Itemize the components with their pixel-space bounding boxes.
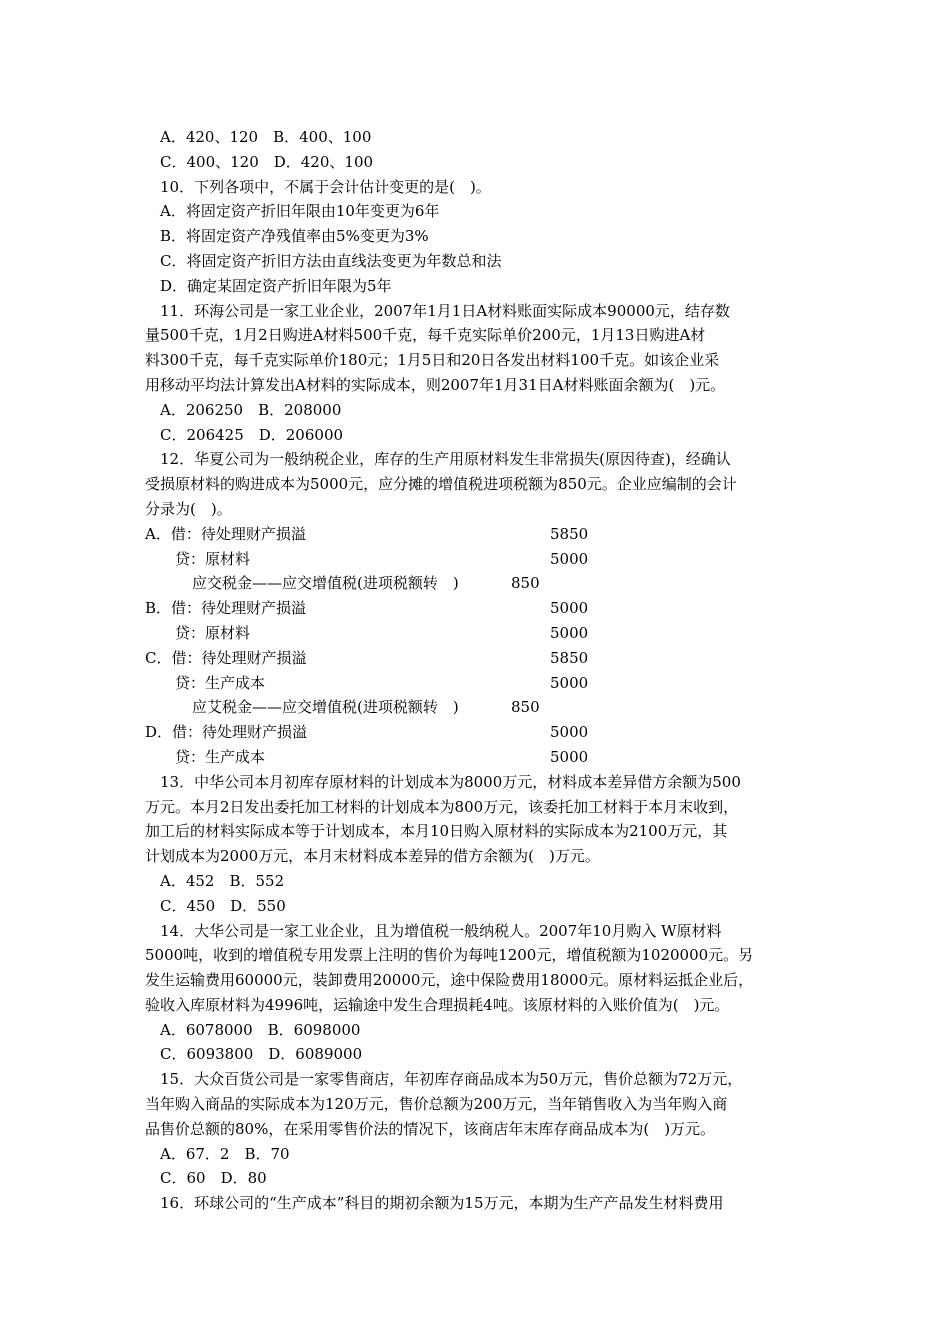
question-list xyxy=(145,125,815,1216)
entry-label: 贷：生产成本 xyxy=(175,673,266,692)
q12-stem-line-2: 受损原材料的购进成本为5000元，应分摊的增值税进项税额为850元。企业应编制的会计 xyxy=(145,475,737,494)
q13-options-cd: C．450 D．550 xyxy=(160,896,286,915)
q14-options-cd: C．6093800 D．6089000 xyxy=(160,1045,363,1064)
entry-label: D．借：待处理财产损溢 xyxy=(145,723,308,742)
q12-entry-d-debit xyxy=(145,720,815,745)
entry-label: B．借：待处理财产损溢 xyxy=(145,599,307,618)
entry-amount: 850 xyxy=(511,698,540,717)
q11-stem-line-2: 量500千克，1月2日购进A材料500千克，每千克实际单价200元，1月13日购进A材 xyxy=(145,326,706,345)
entry-label: 贷：原材料 xyxy=(175,549,251,568)
q12-entry-a-credit xyxy=(145,547,815,572)
q10-option-b: B．将固定资产净残值率由5%变更为3% xyxy=(160,227,429,246)
q14-stem-line-4: 验收入库原材料为4996吨，运输途中发生合理损耗4吨。该原材料的入账价值为( )元。 xyxy=(145,995,730,1014)
entry-amount: 850 xyxy=(511,574,540,593)
q11-stem-line-4: 用移动平均法计算发出A材料的实际成本，则2007年1月31日A材料账面余额为( )元。 xyxy=(145,375,726,394)
q13-stem-line-2: 万元。本月2日发出委托加工材料的计划成本为800万元，该委托加工材料于本月末收到， xyxy=(145,797,739,816)
q10-option-d: D．确定某固定资产折旧年限为5年 xyxy=(160,276,392,295)
q14-stem-line-3: 发生运输费用60000元，装卸费用20000元，途中保险费用18000元。原材料运抵企业后， xyxy=(145,971,754,990)
entry-amount: 5000 xyxy=(550,673,589,692)
entry-amount: 5850 xyxy=(550,648,589,667)
q12-entry-c-credit xyxy=(145,671,815,696)
q15-stem-line-3: 品售价总额的80%，在采用零售价法的情况下，该商店年末库存商品成本为( )万元。 xyxy=(145,1119,716,1138)
entry-amount: 5000 xyxy=(550,599,589,618)
q10-option-c: C．将固定资产折旧方法由直线法变更为年数总和法 xyxy=(160,251,502,270)
q12-entry-d-credit xyxy=(145,745,815,770)
q11-stem-line-1: 11．环海公司是一家工业企业，2007年1月1日A材料账面实际成本90000元，结存数 xyxy=(160,301,730,320)
entry-label: 贷：生产成本 xyxy=(175,747,266,766)
entry-amount: 5000 xyxy=(550,747,589,766)
q12-entry-c-tax xyxy=(145,695,815,720)
entry-label: 应交税金——应交增值税(进项税额转 ) xyxy=(192,574,459,593)
q12-entry-b-credit xyxy=(145,621,815,646)
q13-stem-line-1: 13．中华公司本月初库存原材料的计划成本为8000万元，材料成本差异借方余额为500 xyxy=(160,772,741,791)
entry-amount: 5000 xyxy=(550,723,589,742)
q11-options-cd: C．206425 D．206000 xyxy=(160,425,344,444)
q15-stem-line-2: 当年购入商品的实际成本为120万元，售价总额为200万元，当年销售收入为当年购入商 xyxy=(145,1095,728,1114)
q13-stem-line-3: 加工后的材料实际成本等于计划成本，本月10日购入原材料的实际成本为2100万元，其 xyxy=(145,822,728,841)
q12-entry-c-debit xyxy=(145,646,815,671)
q12-stem-line-3: 分录为( )。 xyxy=(145,499,232,518)
q9-options-cd: C．400、120 D．420、100 xyxy=(160,152,374,171)
q16-stem-line-1: 16．环球公司的“生产成本”科目的期初余额为15万元，本期为生产产品发生材料费用 xyxy=(160,1194,724,1213)
q15-stem-line-1: 15．大众百货公司是一家零售商店，年初库存商品成本为50万元，售价总额为72万元， xyxy=(160,1070,743,1089)
q14-stem-line-1: 14．大华公司是一家工业企业，且为增值税一般纳税人。2007年10月购入 W原材料 xyxy=(160,921,722,940)
q10-stem: 10．下列各项中，不属于会计估计变更的是( )。 xyxy=(160,177,491,196)
q10-option-a: A．将固定资产折旧年限由10年变更为6年 xyxy=(160,202,440,221)
entry-amount: 5850 xyxy=(550,524,589,543)
entry-amount: 5000 xyxy=(550,549,589,568)
q11-stem-line-3: 料300千克，每千克实际单价180元；1月5日和20日各发出材料100千克。如该企业采 xyxy=(145,351,720,370)
q15-options-cd: C．60 D．80 xyxy=(160,1169,267,1188)
q12-entry-b-debit xyxy=(145,596,815,621)
q12-stem-line-1: 12．华夏公司为一般纳税企业，库存的生产用原材料发生非常损失(原因待查)，经确认 xyxy=(160,450,731,469)
q13-options-ab: A．452 B．552 xyxy=(160,871,285,890)
q12-entry-a-debit xyxy=(145,522,815,547)
q15-options-ab: A．67．2 B．70 xyxy=(160,1144,290,1163)
q9-options-ab: A．420、120 B．400、100 xyxy=(160,128,372,146)
q12-entry-a-tax xyxy=(145,571,815,596)
q14-options-ab: A．6078000 B．6098000 xyxy=(160,1020,361,1039)
entry-label: 应艾税金——应交增值税(进项税额转 ) xyxy=(192,698,459,717)
entry-label: C．借：待处理财产损溢 xyxy=(145,648,307,667)
q11-options-ab: A．206250 B．208000 xyxy=(160,400,342,419)
entry-amount: 5000 xyxy=(550,623,589,642)
q13-stem-line-4: 计划成本为2000万元，本月末材料成本差异的借方余额为( )万元。 xyxy=(145,847,600,866)
entry-label: 贷：原材料 xyxy=(175,623,251,642)
entry-label: A．借：待处理财产损溢 xyxy=(145,524,306,543)
q14-stem-line-2: 5000吨，收到的增值税专用发票上注明的售价为每吨1200元，增值税额为1020000元。另 xyxy=(145,946,754,965)
